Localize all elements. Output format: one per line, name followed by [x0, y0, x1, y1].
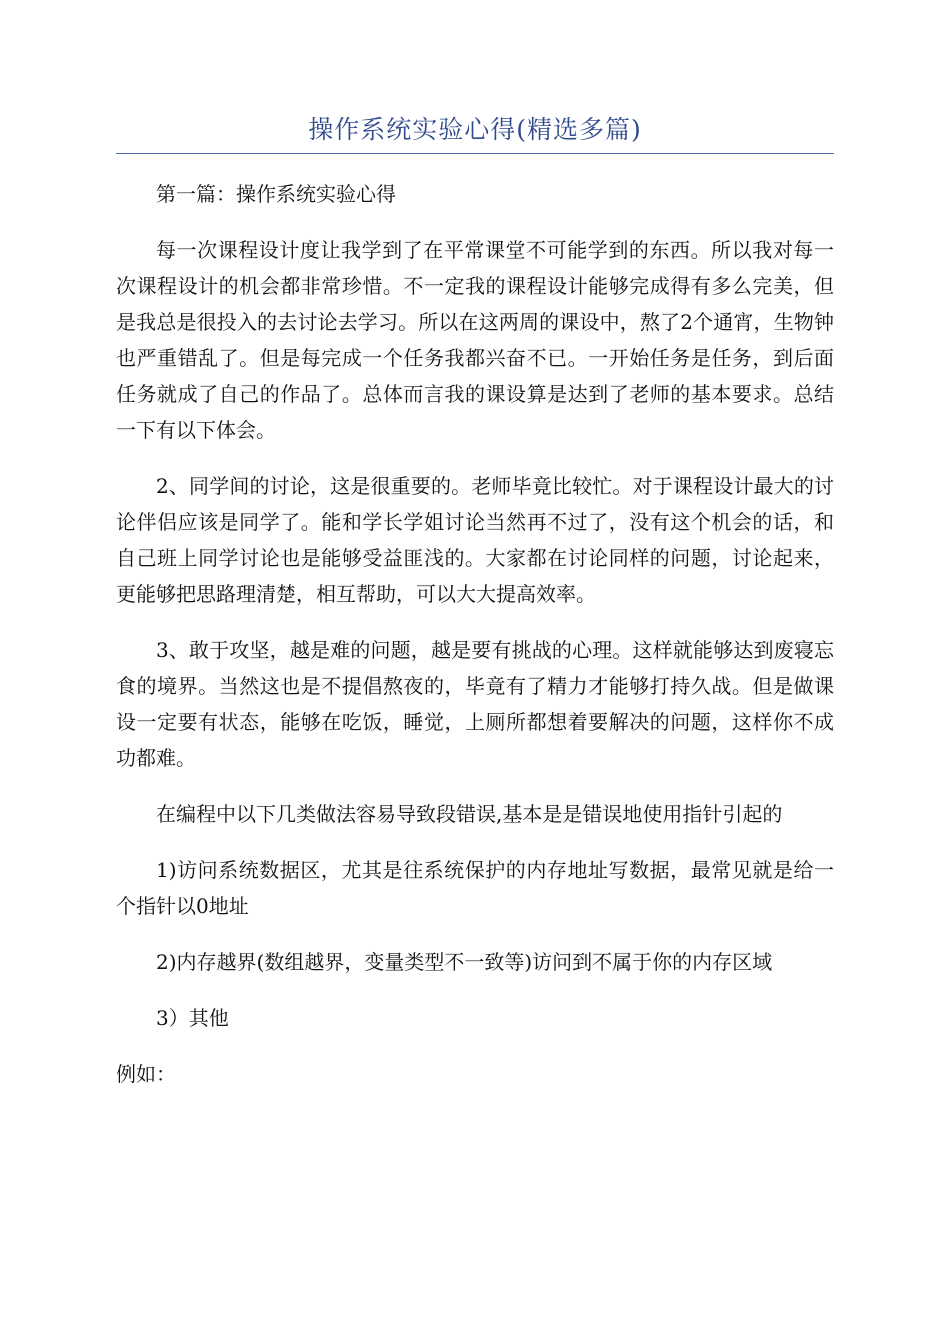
- paragraph-example: 例如：: [116, 1062, 176, 1086]
- document-body: [116, 176, 834, 1112]
- paragraph-point-2: 2、同学间的讨论，这是很重要的。老师毕竟比较忙。对于课程设计最大的讨论伴侣应该是同学了。能和学长学姐讨论当然再不过了，没有这个机会的话，和自己班上同学讨论也是能够受益匪浅的。大家都在讨论同样的问题，讨论起来，更能够把思路理清楚，相互帮助，可以大大提高效率。: [116, 474, 834, 606]
- paragraph-item-3: 3）其他: [156, 1006, 229, 1030]
- paragraph-item-1: 1)访问系统数据区，尤其是往系统保护的内存地址写数据，最常见就是给一个指针以0地址: [116, 858, 834, 918]
- paragraph-section-heading: 第一篇：操作系统实验心得: [156, 182, 396, 206]
- document-title: 操作系统实验心得(精选多篇): [308, 115, 642, 144]
- paragraph-point-3: 3、敢于攻坚，越是难的问题，越是要有挑战的心理。这样就能够达到废寝忘食的境界。当然这也是不提倡熬夜的，毕竟有了精力才能够打持久战。但是做课设一定要有状态，能够在吃饭，睡觉，上厕所都想着要解决的问题，这样你不成功都难。: [116, 638, 834, 770]
- paragraph-item-2: 2)内存越界(数组越界，变量类型不一致等)访问到不属于你的内存区域: [156, 950, 773, 974]
- paragraph-intro: 每一次课程设计度让我学到了在平常课堂不可能学到的东西。所以我对每一次课程设计的机会都非常珍惜。不一定我的课程设计能够完成得有多么完美，但是我总是很投入的去讨论去学习。所以在这两周的课设中，熬了2个通宵，生物钟也严重错乱了。但是每完成一个任务我都兴奋不已。一开始任务是任务，到后面任务就成了自己的作品了。总体而言我的课设算是达到了老师的基本要求。总结一下有以下体会。: [116, 238, 834, 442]
- title-underline: [116, 153, 834, 154]
- paragraph-segfault-intro: 在编程中以下几类做法容易导致段错误,基本是是错误地使用指针引起的: [156, 802, 783, 826]
